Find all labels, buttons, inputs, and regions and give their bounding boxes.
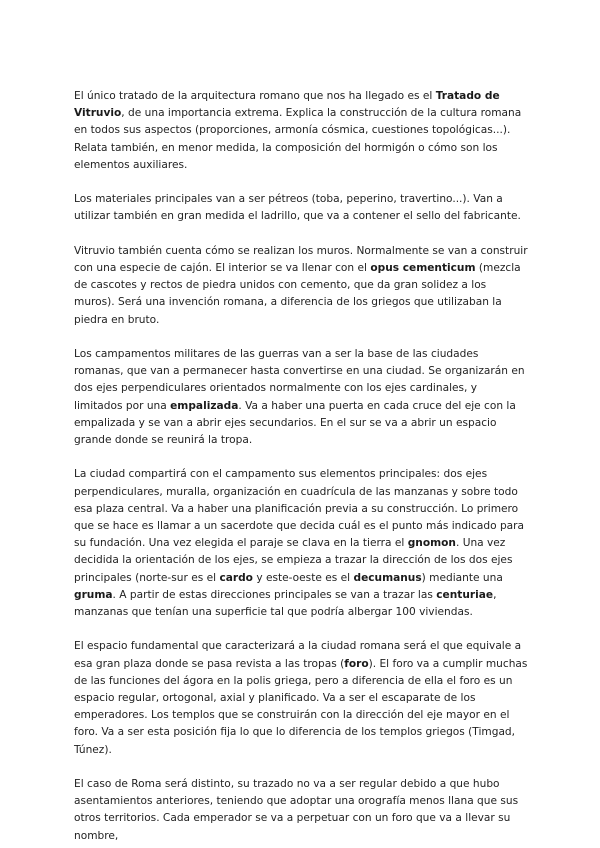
paragraph-muros <box>74 243 528 329</box>
paragraph-text: . Una vez decidida la orientación de los ejes, se empieza a trazar la dirección de los dos ejes principales (norte-sur es el <box>74 537 513 584</box>
term-foro: foro <box>344 657 369 670</box>
paragraph-vitruvio <box>74 88 528 174</box>
paragraph-text: La ciudad compartirá con el campamento sus elementos principales: dos ejes perpendiculares, muralla, organización en cuadrícula de las manzanas y sobre todo esa plaza central. Va a haber una planificación previa a su construcción. Lo primero que se hace es llamar a un sacerdote que decida cuál es el punto más indicado para su fundación. Una vez elegida el paraje se clava en la tierra el <box>74 468 525 550</box>
paragraph-text: Los materiales principales van a ser pétreos (toba, peperino, travertino...). Van a utilizar también en gran medida el ladrillo, que va a contener el sello del fabricante. <box>74 193 521 223</box>
paragraph-text: ) mediante una <box>421 571 503 584</box>
term-opus-cementicum: opus cementicum <box>370 262 476 274</box>
term-empalizada: empalizada <box>170 399 239 412</box>
paragraph-campamentos <box>74 346 528 449</box>
term-gruma: gruma <box>74 588 113 601</box>
paragraph-foro <box>74 638 528 758</box>
paragraph-text: El caso de Roma será distinto, su trazado no va a ser regular debido a que hubo asentamientos anteriores, teniendo que adoptar una orografía menos llana que sus otros territorios. Cada emperador se va a perpetuar con un foro que va a llevar su nombre, <box>74 778 519 842</box>
term-decumanus: decumanus <box>353 571 422 584</box>
term-centuriae: centuriae <box>436 588 494 601</box>
paragraph-ciudad <box>74 466 528 621</box>
paragraph-text: Vitruvio también cuenta cómo se realizan los muros. Normalmente se van a construir con una especie de cajón. El interior se va llenar con el <box>74 244 528 274</box>
paragraph-text: (mezcla de cascotes y rectos de piedra unidos con cemento, que da gran solidez a los muros). Será una invención romana, a diferencia de los griegos que utilizaban la piedra en bruto. <box>74 262 521 326</box>
paragraph-text: El espacio fundamental que caracterizará a la ciudad romana será el que equivale a esa gran plaza donde se pasa revista a las tropas ( <box>74 640 522 670</box>
paragraph-materiales <box>74 191 528 225</box>
term-gnomon: gnomon <box>407 537 456 550</box>
paragraph-text: , manzanas que tenían una superficie tal que podría albergar 100 viviendas. <box>74 588 497 619</box>
paragraph-text: , de una importancia extrema. Explica la construcción de la cultura romana en todos sus aspectos (proporciones, armonía cósmica, cuestiones topológicas...). Relata también, en menor medida, la composición del hormigón o cómo son los elementos auxiliares. <box>74 107 522 171</box>
paragraph-text: y este-oeste es el <box>252 571 354 584</box>
paragraph-text: . A partir de estas direcciones principales se van a trazar las <box>112 588 437 601</box>
term-cardo: cardo <box>219 571 253 584</box>
paragraph-text: ). El foro va a cumplir muchas de las funciones del ágora en la polis griega, pero a diferencia de ella el foro es un espacio regular, ortogonal, axial y planificado. Va a ser el escaparate de los emperadores. Los templos que se construirán con la dirección del eje mayor en el foro. Va a ser esta posición fija lo que lo diferencia de los templos griegos (Timgad, Túnez). <box>74 657 528 756</box>
paragraph-text: Los campamentos militares de las guerras van a ser la base de las ciudades romanas, que van a permanecer hasta convertirse en una ciudad. Se organizarán en dos ejes perpendiculares orientados normalmente con los ejes cardinales, y limitados por una <box>74 348 525 412</box>
paragraph-text: . Va a haber una puerta en cada cruce del eje con la empalizada y se van a abrir ejes secundarios. En el sur se va a abrir un espacio grande donde se reunirá la tropa. <box>74 399 516 447</box>
term-tratado-de-vitruvio: Tratado de Vitruvio <box>74 90 500 120</box>
paragraph-roma <box>74 776 528 845</box>
paragraph-text: El único tratado de la arquitectura romano que nos ha llegado es el <box>74 90 436 102</box>
